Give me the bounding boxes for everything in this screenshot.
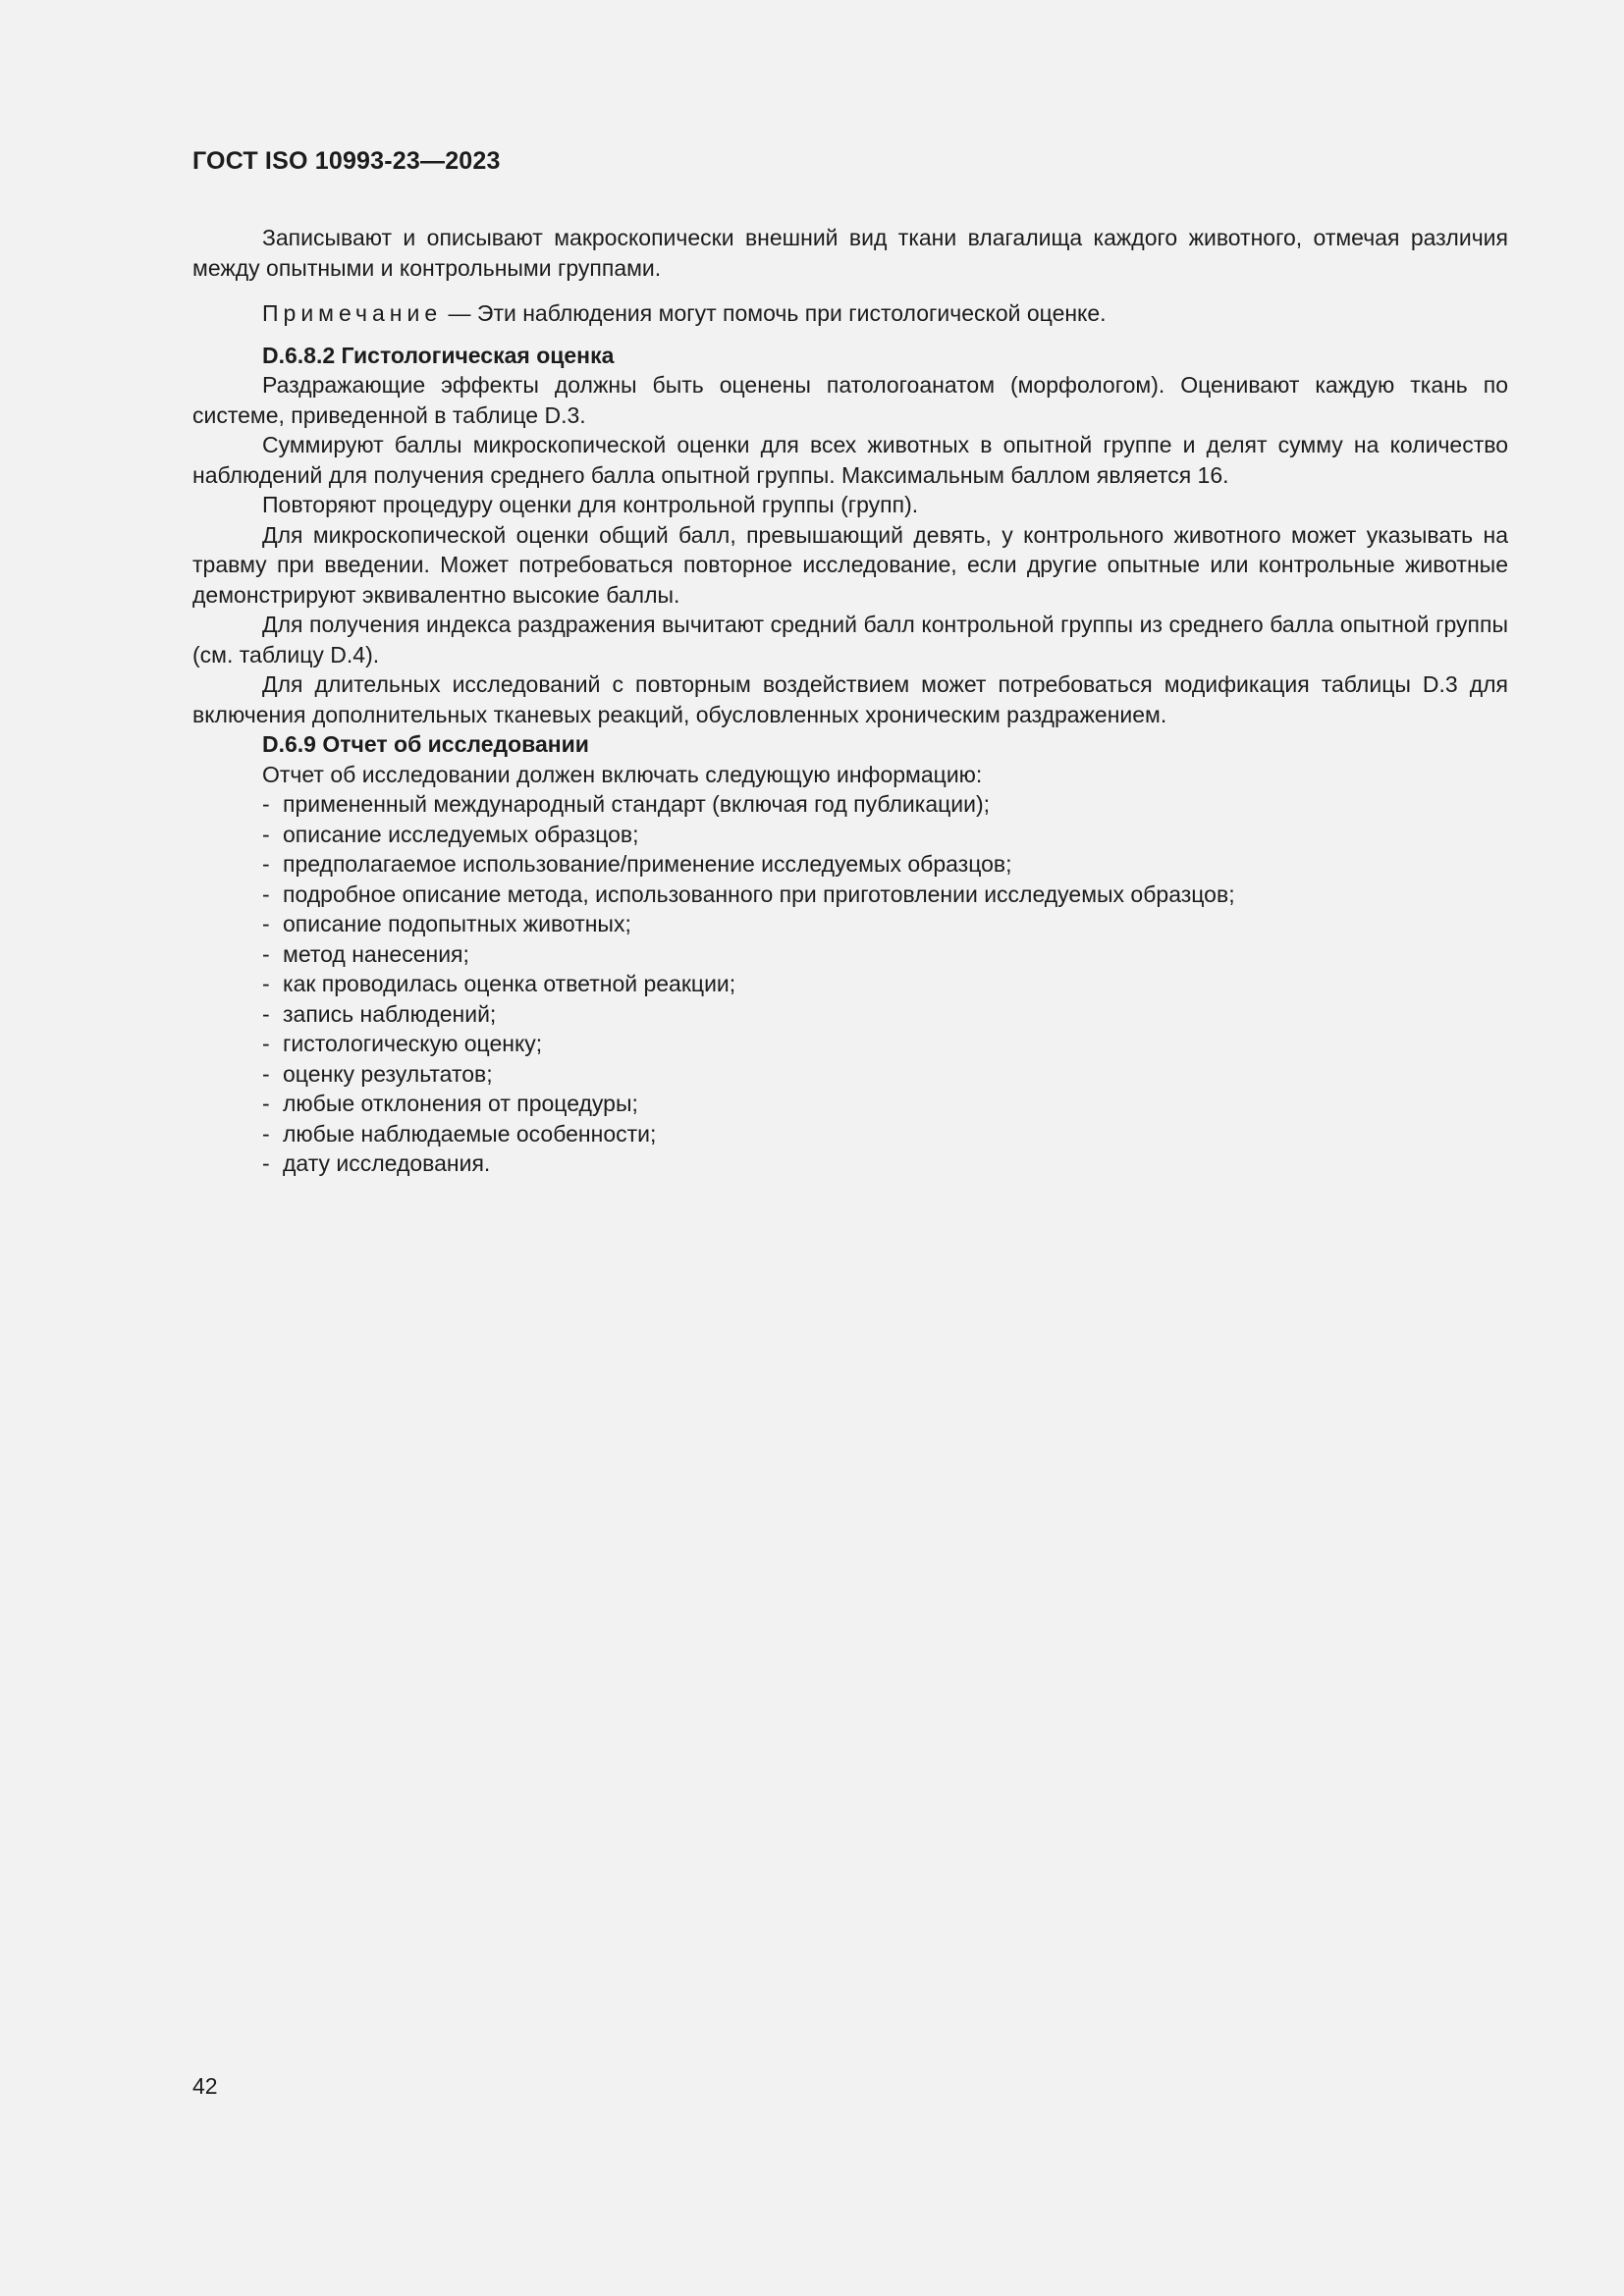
list-dash: - (262, 1000, 270, 1027)
list-item (262, 1148, 1508, 1179)
list-dash: - (262, 1120, 270, 1147)
list-item (262, 939, 1508, 970)
note-text: — Эти наблюдения могут помочь при гистологической оценке. (442, 300, 1107, 326)
list-item-text: описание подопытных животных; (283, 911, 631, 936)
list-item-text: гистологическую оценку; (283, 1031, 543, 1056)
section-heading-d69: D.6.9 Отчет об исследовании (262, 731, 589, 757)
list-dash: - (262, 851, 270, 877)
list-item-text: оценку результатов; (283, 1060, 493, 1087)
list-item (262, 909, 1508, 939)
list-item-text: любые отклонения от процедуры; (283, 1091, 638, 1116)
section-heading-d682: D.6.8.2 Гистологическая оценка (262, 342, 615, 368)
report-items-list (192, 789, 1508, 1179)
list-item-text: любые наблюдаемые особенности; (283, 1120, 657, 1147)
page-number: 42 (192, 2073, 218, 2099)
document-header-title: ГОСТ ISO 10993-23—2023 (192, 147, 501, 175)
section-paragraph: Для получения индекса раздражения вычитают средний балл контрольной группы из среднего балла опытной группы (см. таблицу D.4). (192, 612, 1508, 667)
list-dash: - (262, 1060, 270, 1087)
list-dash: - (262, 911, 270, 936)
report-intro-paragraph: Отчет об исследовании должен включать следующую информацию: (262, 761, 983, 787)
list-item-text: дату исследования. (283, 1150, 491, 1176)
list-item (262, 999, 1508, 1030)
section-paragraph: Для длительных исследований с повторным воздействием может потребоваться модификация таблицы D.3 для включения дополнительных тканевых реакций, обусловленных хроническим раздражением. (192, 671, 1508, 727)
document-body (192, 223, 1508, 1179)
intro-paragraph: Записывают и описывают макроскопически внешний вид ткани влагалища каждого животного, отмечая различия между опытными и контрольными группами. (192, 225, 1508, 281)
list-item (262, 820, 1508, 850)
list-item-text: запись наблюдений; (283, 1000, 497, 1027)
list-dash: - (262, 1150, 270, 1176)
list-dash: - (262, 821, 270, 847)
section-paragraph: Повторяют процедуру оценки для контрольной группы (групп). (262, 492, 919, 517)
list-dash: - (262, 791, 270, 817)
list-item (262, 789, 1508, 820)
list-item-text: метод нанесения; (283, 940, 469, 967)
list-dash: - (262, 1031, 270, 1056)
section-paragraph: Суммируют баллы микроскопической оценки для всех животных в опытной группе и делят сумму на количество наблюдений для получения среднего балла опытной группы. Максимальным баллом является 16. (192, 432, 1508, 488)
list-item (262, 880, 1508, 910)
list-dash: - (262, 971, 270, 996)
list-dash: - (262, 940, 270, 967)
list-item (262, 1059, 1508, 1090)
list-item-text: подробное описание метода, использованного при приготовлении исследуемых образцов; (283, 881, 1235, 907)
section-paragraph: Раздражающие эффекты должны быть оценены патологоанатом (морфологом). Оценивают каждую ткань по системе, приведенной в таблице D.3. (192, 372, 1508, 428)
list-dash: - (262, 881, 270, 907)
note-label: Примечание (262, 300, 443, 326)
list-item-text: как проводилась оценка ответной реакции; (283, 971, 736, 996)
list-item-text: примененный международный стандарт (включая год публикации); (283, 791, 991, 817)
list-item (262, 969, 1508, 999)
section-paragraph: Для микроскопической оценки общий балл, превышающий девять, у контрольного животного может указывать на травму при введении. Может потребоваться повторное исследование, если другие опытные или контрольные животные демонстрируют эквивалентно высокие баллы. (192, 521, 1508, 608)
list-item (262, 1029, 1508, 1059)
list-item (262, 1119, 1508, 1149)
list-item-text: предполагаемое использование/применение исследуемых образцов; (283, 851, 1012, 877)
note-paragraph (192, 298, 1508, 329)
list-item (262, 849, 1508, 880)
list-item (262, 1089, 1508, 1119)
list-dash: - (262, 1091, 270, 1116)
list-item-text: описание исследуемых образцов; (283, 821, 639, 847)
